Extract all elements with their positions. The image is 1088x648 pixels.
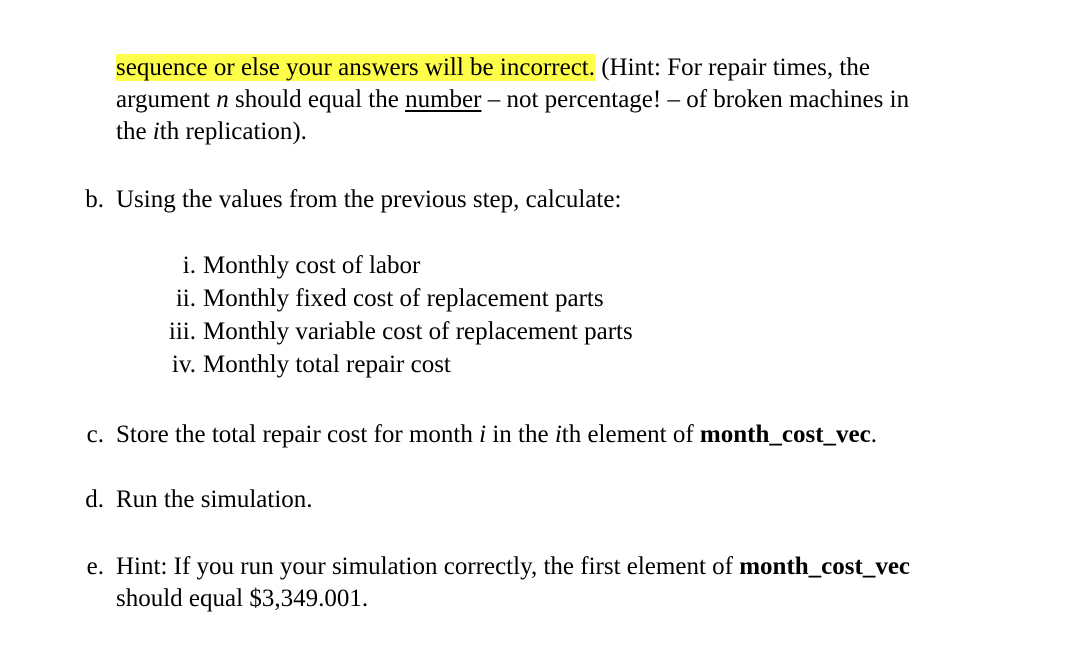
item-c-text bbox=[116, 419, 877, 451]
text-segment: th replication). bbox=[159, 118, 307, 145]
variable-i: i bbox=[152, 118, 160, 145]
vector-name: month_cost_vec bbox=[699, 421, 871, 448]
text-segment: – not percentage! – of broken machines in bbox=[481, 86, 910, 113]
text-segment: should equal the bbox=[228, 86, 406, 113]
list-marker-b: b. bbox=[85, 186, 104, 213]
text-segment: in the bbox=[486, 421, 555, 448]
paragraph-a-line-3 bbox=[116, 116, 307, 148]
variable-n: n bbox=[216, 86, 229, 113]
subitem-total-cost: Monthly total repair cost bbox=[203, 351, 451, 378]
item-e-line-2: should equal $3,349.001. bbox=[116, 585, 369, 612]
text-segment: argument bbox=[116, 86, 217, 113]
list-marker-c: c. bbox=[86, 421, 104, 448]
hint-start: (Hint: For repair times, the bbox=[594, 54, 870, 81]
text-segment: the bbox=[116, 118, 153, 145]
variable-i: i bbox=[479, 421, 487, 448]
item-d-text: Run the simulation. bbox=[116, 486, 313, 513]
subitem-labor-cost: Monthly cost of labor bbox=[203, 252, 421, 279]
paragraph-a-line-1 bbox=[116, 52, 870, 84]
text-segment: . bbox=[870, 421, 877, 448]
item-b-text: Using the values from the previous step, calculate: bbox=[116, 186, 622, 213]
text-segment: Hint: If you run your simulation correctly, the first element of bbox=[116, 553, 740, 580]
list-marker-d: d. bbox=[85, 486, 104, 513]
highlighted-warning: sequence or else your answers will be incorrect. bbox=[116, 54, 595, 81]
text-segment: th element of bbox=[561, 421, 700, 448]
sublist-marker-i: i. bbox=[182, 252, 196, 279]
paragraph-a-line-2 bbox=[116, 84, 909, 116]
list-marker-e: e. bbox=[86, 553, 104, 580]
vector-name: month_cost_vec bbox=[739, 553, 911, 580]
sublist-marker-iv: iv. bbox=[171, 351, 196, 378]
sublist-marker-iii: iii. bbox=[168, 318, 196, 345]
underlined-number: number bbox=[405, 86, 482, 113]
subitem-variable-cost: Monthly variable cost of replacement parts bbox=[203, 318, 633, 345]
text-segment: Store the total repair cost for month bbox=[116, 421, 480, 448]
subitem-fixed-cost: Monthly fixed cost of replacement parts bbox=[203, 285, 604, 312]
sublist-marker-ii: ii. bbox=[175, 285, 196, 312]
item-e-line-1 bbox=[116, 551, 910, 583]
variable-i: i bbox=[554, 421, 562, 448]
